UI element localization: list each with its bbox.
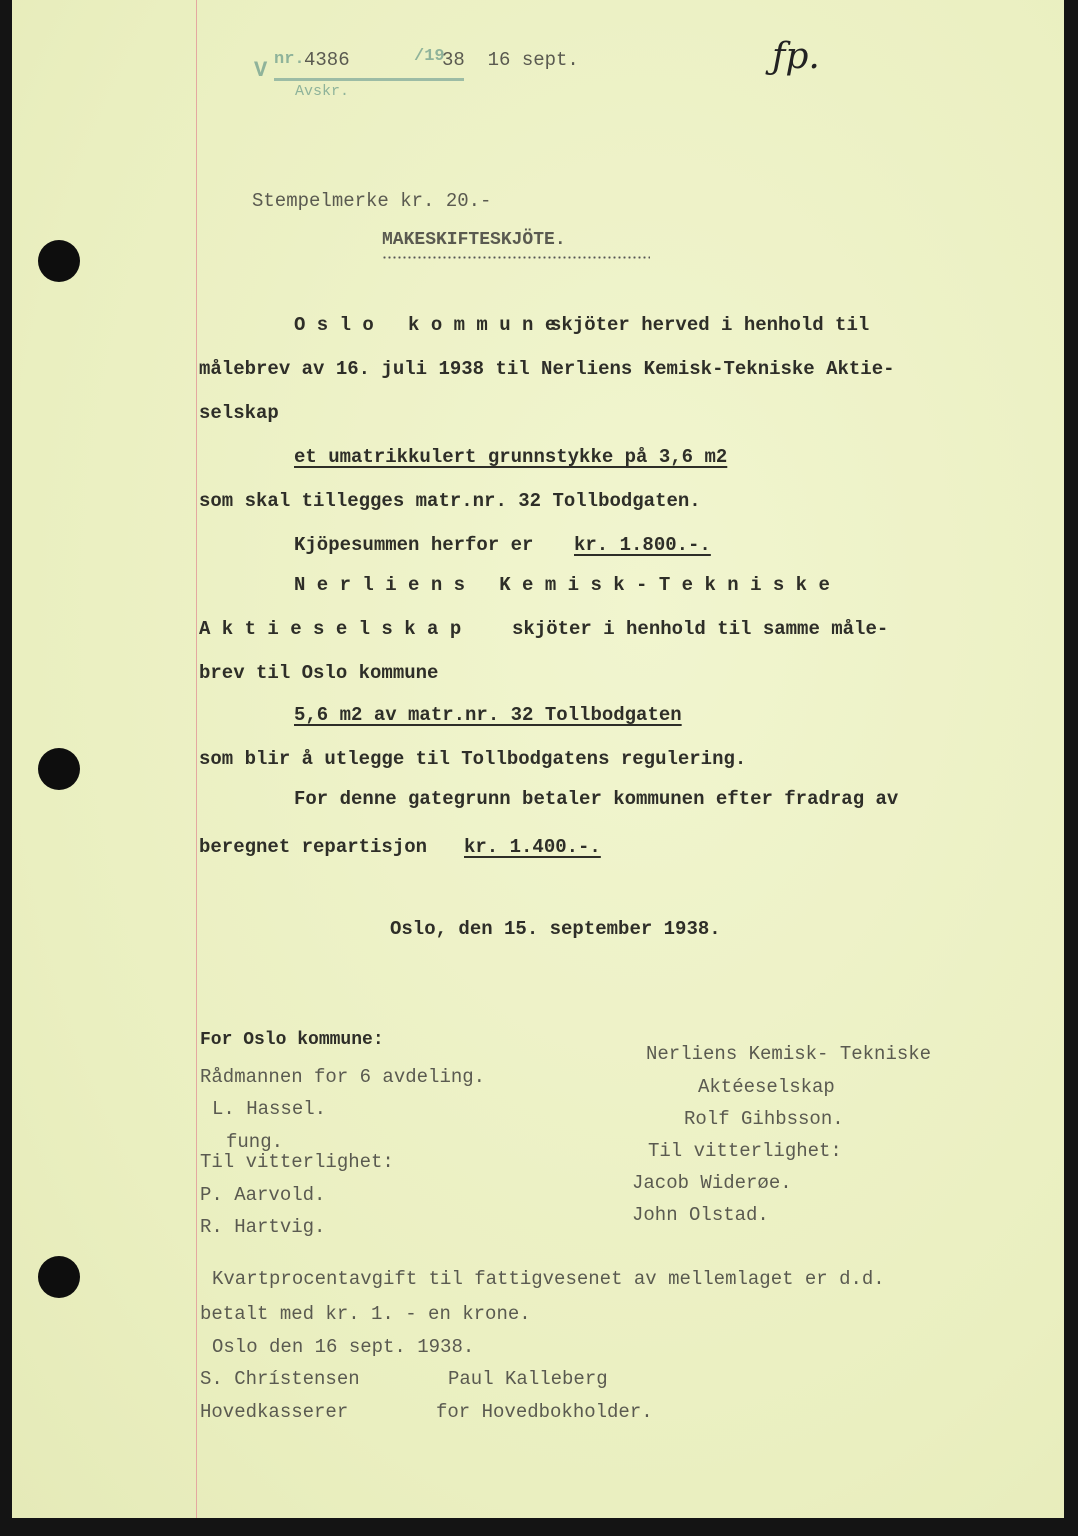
body-text: målebrev av 16. juli 1938 til Nerliens Kemisk-Tekniske Aktie-: [199, 358, 895, 380]
fee-note-text: betalt med kr. 1. - en krone.: [200, 1303, 531, 1325]
body-text: brev til Oslo kommune: [199, 662, 439, 684]
company-name: Nerliens Kemisk- Tekniske: [646, 1043, 932, 1065]
signatory-name: L. Hassel.: [212, 1098, 327, 1120]
party-aktieselskap: A k t i e s e l s k a p: [199, 618, 462, 640]
header-date: 38 16 sept.: [442, 49, 579, 71]
stamp-duty: Stempelmerke kr. 20.-: [252, 190, 492, 212]
signer-name: Paul Kalleberg: [448, 1368, 608, 1390]
punch-hole-middle: [38, 748, 80, 790]
signatory-note: fung.: [226, 1131, 284, 1153]
object-2: 5,6 m2 av matr.nr. 32 Tollbodgaten: [294, 704, 682, 726]
signer-name: S. Chrístensen: [200, 1368, 360, 1390]
body-text: skjöter herved i henhold til: [550, 314, 870, 336]
signer-title: Hovedkasserer: [200, 1401, 349, 1423]
body-text: som blir å utlegge til Tollbodgatens regulering.: [199, 748, 747, 770]
body-text: skjöter i henhold til samme måle-: [512, 618, 889, 640]
place-date: Oslo, den 15. september 1938.: [390, 918, 721, 940]
witness-name: R. Hartvig.: [200, 1216, 326, 1238]
fee-note-text: Kvartprocentavgift til fattigvesenet av mellemlaget er d.d.: [212, 1268, 885, 1290]
witness-name: Jacob Widerøe.: [632, 1172, 792, 1194]
body-text: Kjöpesummen herfor er: [294, 534, 545, 556]
object-1: et umatrikkulert grunnstykke på 3,6 m2: [294, 446, 728, 468]
punch-hole-bottom: [38, 1256, 80, 1298]
stamp-number: 4386: [304, 49, 350, 71]
witness-name: John Olstad.: [632, 1204, 769, 1226]
compensation-amount: kr. 1.400.-.: [464, 836, 601, 858]
body-text: beregnet repartisjon: [199, 836, 439, 858]
witness-name: P. Aarvold.: [200, 1184, 326, 1206]
signer-title: for Hovedbokholder.: [436, 1401, 653, 1423]
margin-rule: [196, 0, 197, 1518]
body-text: som skal tillegges matr.nr. 32 Tollbodgaten.: [199, 490, 701, 512]
company-name: Aktéeselskap: [698, 1076, 835, 1098]
party-oslo-kommune: O s l o k o m m u n e: [294, 314, 557, 336]
title-dotted-underline: [382, 256, 650, 259]
purchase-amount: kr. 1.800.-.: [574, 534, 711, 556]
signatory-heading: For Oslo kommune:: [200, 1030, 384, 1050]
document-page: [12, 0, 1064, 1518]
stamp-sub: Avskr.: [295, 83, 350, 100]
body-text: selskap: [199, 402, 279, 424]
signatory-name: Rolf Gihbsson.: [684, 1108, 844, 1130]
punch-hole-top: [38, 240, 80, 282]
party-nerliens: N e r l i e n s K e m i s k - T e k n i s k e: [294, 574, 830, 596]
signatory-role: Rådmannen for 6 avdeling.: [200, 1066, 486, 1088]
document-title: MAKESKIFTESKJÖTE.: [382, 230, 566, 250]
stamp-line: [274, 78, 464, 81]
witness-label: Til vitterlighet:: [648, 1140, 842, 1162]
witness-label: Til vitterlighet:: [200, 1151, 394, 1173]
stamp-prefix: V: [254, 58, 268, 83]
stamp-slash: /19: [414, 47, 445, 66]
stamp-nr: nr.: [274, 50, 305, 69]
body-text: For denne gategrunn betaler kommunen efter fradrag av: [294, 788, 899, 810]
initials-signature: ƒp.: [772, 36, 820, 77]
fee-note-date: Oslo den 16 sept. 1938.: [212, 1336, 475, 1358]
